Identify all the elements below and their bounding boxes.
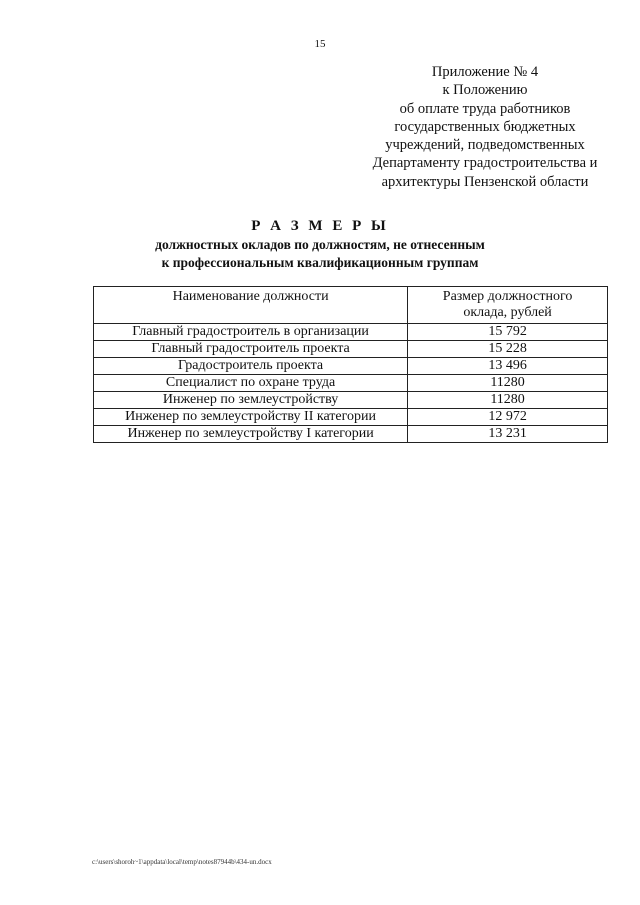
cell-position: Главный градостроитель в организации — [94, 324, 408, 341]
table-row — [94, 409, 608, 426]
salary-table — [93, 286, 608, 443]
cell-position: Инженер по землеустройству I категории — [94, 426, 408, 443]
cell-salary: 15 792 — [408, 324, 608, 341]
appendix-line: Департаменту градостроительства и — [372, 155, 598, 172]
cell-salary: 12 972 — [408, 409, 608, 426]
cell-salary: 13 231 — [408, 426, 608, 443]
header-salary-line-1: Размер должностного — [442, 289, 573, 304]
page-number: 15 — [314, 38, 326, 50]
appendix-line: об оплате труда работников — [399, 100, 571, 117]
cell-position: Инженер по землеустройству II категории — [94, 409, 408, 426]
header-position: Наименование должности — [94, 287, 408, 324]
table-row — [94, 392, 608, 409]
document-title — [80, 217, 560, 272]
appendix-line: учреждений, подведомственных — [385, 137, 585, 154]
title-subtitle-line-1: должностных окладов по должностям, не отнесенным — [155, 237, 485, 252]
cell-position: Главный градостроитель проекта — [94, 341, 408, 358]
header-salary-line-2: оклада, рублей — [463, 305, 552, 320]
table-row — [94, 324, 608, 341]
appendix-line: к Положению — [442, 82, 528, 99]
cell-salary: 13 496 — [408, 358, 608, 375]
cell-position: Инженер по землеустройству — [94, 392, 408, 409]
cell-position: Градостроитель проекта — [94, 358, 408, 375]
appendix-line: государственных бюджетных — [394, 118, 576, 135]
title-subtitle-line-2: к профессиональным квалификационным группам — [161, 255, 479, 270]
cell-salary: 11280 — [408, 392, 608, 409]
cell-salary: 11280 — [408, 375, 608, 392]
appendix-line: Приложение № 4 — [431, 64, 539, 80]
table-row — [94, 375, 608, 392]
table-header-row — [94, 287, 608, 324]
cell-position: Специалист по охране труда — [94, 375, 408, 392]
header-salary — [408, 287, 608, 324]
cell-salary: 15 228 — [408, 341, 608, 358]
table-row — [94, 426, 608, 443]
appendix-line: архитектуры Пензенской области — [381, 173, 589, 190]
title-main: Р А З М Е Р Ы — [251, 218, 389, 234]
table-row — [94, 341, 608, 358]
table-row — [94, 358, 608, 375]
appendix-header — [360, 63, 610, 191]
footer-file-path: c:\users\shoroh~1\appdata\local\temp\notes87944b\434-un.docx — [92, 858, 272, 866]
